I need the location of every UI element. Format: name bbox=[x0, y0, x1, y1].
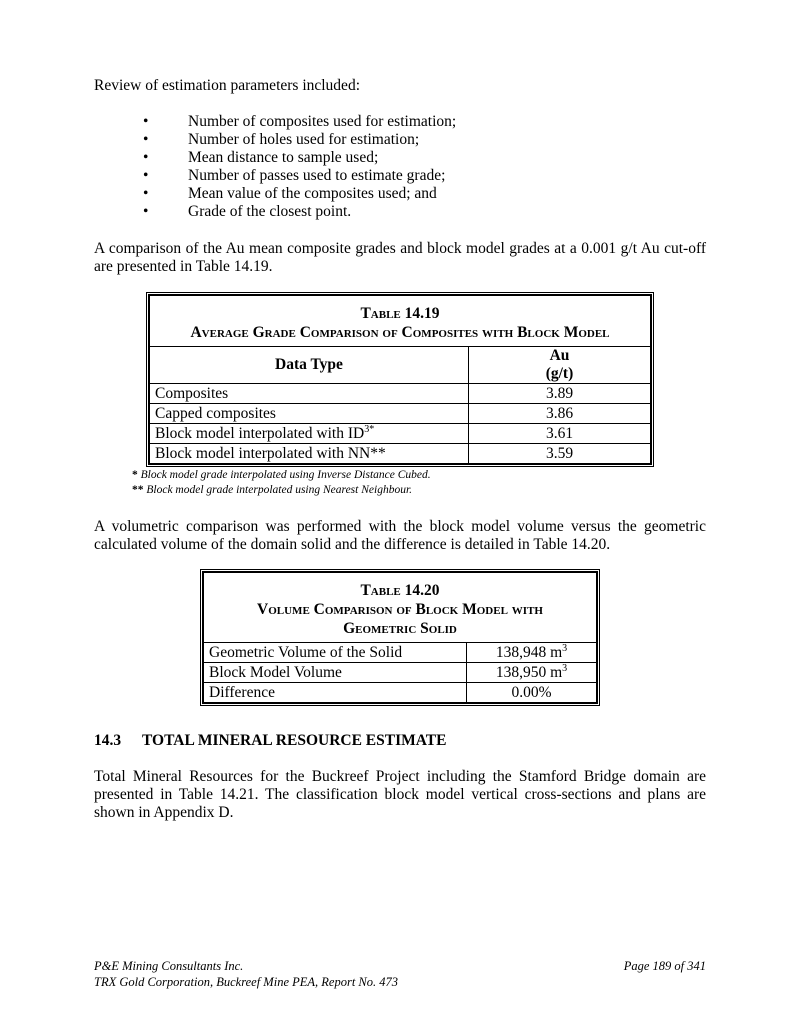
list-item: • Mean value of the composites used; and bbox=[143, 185, 437, 202]
footer-report: TRX Gold Corporation, Buckreef Mine PEA, Report No. 473 bbox=[94, 975, 399, 989]
table-caption: Table 14.19 Average Grade Comparison of Composites with Block Model bbox=[150, 296, 651, 347]
paragraph-total-resources: Total Mineral Resources for the Buckreef Project including the Stamford Bridge domain are presented in Table 14.21. The classification block model vertical cross-sections and plans are shown in Appendix D. bbox=[94, 768, 706, 821]
column-header-au: Au (g/t) bbox=[469, 347, 651, 384]
bullet-icon: • bbox=[143, 167, 149, 184]
page-footer bbox=[94, 958, 706, 990]
bullet-icon: • bbox=[143, 131, 149, 148]
paragraph-volume-comparison: A volumetric comparison was performed with the block model volume versus the geometric calculated volume of the domain solid and the difference is detailed in Table 14.20. bbox=[94, 518, 706, 553]
page-number: Page 189 of 341 bbox=[623, 959, 706, 973]
list-item: • Grade of the closest point. bbox=[143, 203, 352, 220]
bullet-icon: • bbox=[143, 149, 149, 166]
section-title: TOTAL MINERAL RESOURCE ESTIMATE bbox=[142, 732, 447, 749]
table-14-19 bbox=[146, 292, 654, 467]
parameter-list bbox=[94, 113, 706, 221]
table-footnote: * Block model grade interpolated using Inverse Distance Cubed. ** Block model grade interpolated using Nearest Neighbour. bbox=[132, 469, 431, 496]
section-heading bbox=[94, 732, 446, 750]
table-caption: Table 14.20 Volume Comparison of Block Model with Geometric Solid bbox=[204, 573, 597, 643]
bullet-icon: • bbox=[143, 203, 149, 220]
table-row: Composites 3.89 bbox=[150, 384, 651, 404]
table-row: Geometric Volume of the Solid 138,948 $m^3$ bbox=[204, 643, 597, 663]
table-row: Block Model Volume 138,950 $m^3$ bbox=[204, 663, 597, 683]
table-row: Difference 0.00% bbox=[204, 683, 597, 703]
list-item: • Number of composites used for estimation; bbox=[143, 113, 457, 130]
footer-company: P&E Mining Consultants Inc. bbox=[94, 959, 244, 973]
column-header-data-type: Data Type bbox=[150, 347, 469, 384]
table-row: Block model interpolated with $ID^{3*}$ 3.61 bbox=[150, 424, 651, 444]
document-page bbox=[94, 0, 706, 1035]
bullet-icon: • bbox=[143, 113, 149, 130]
table-row: Block model interpolated with NN** 3.59 bbox=[150, 444, 651, 464]
list-item: • Mean distance to sample used; bbox=[143, 149, 379, 166]
bullet-icon: • bbox=[143, 185, 149, 202]
section-number: 14.3 bbox=[94, 732, 122, 749]
paragraph-grade-comparison: A comparison of the Au mean composite grades and block model grades at a 0.001 g/t Au cut-off are presented in Table 14.19. bbox=[94, 240, 706, 275]
list-item: • Number of passes used to estimate grade; bbox=[143, 167, 446, 184]
table-row: Capped composites 3.86 bbox=[150, 404, 651, 424]
intro-text: Review of estimation parameters included: bbox=[94, 77, 360, 94]
list-item: • Number of holes used for estimation; bbox=[143, 131, 420, 148]
table-14-20 bbox=[200, 569, 600, 706]
